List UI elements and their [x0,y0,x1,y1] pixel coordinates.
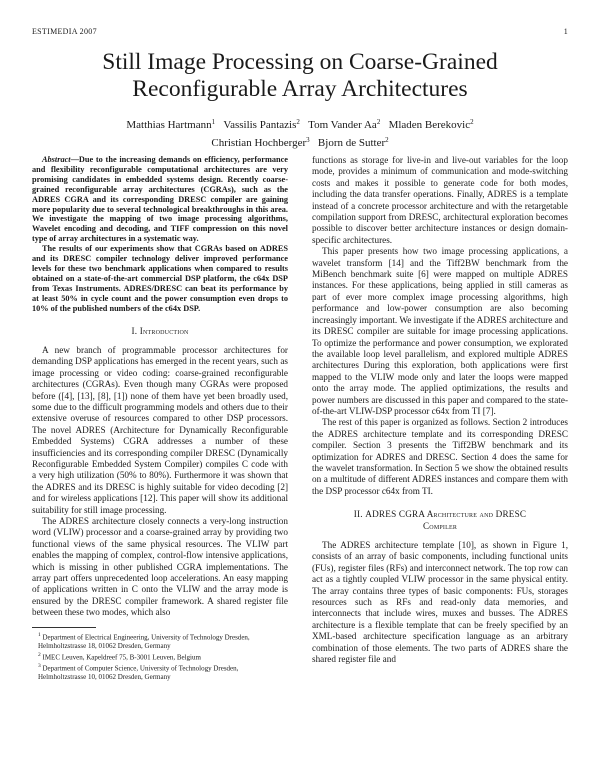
footnote-text: Department of Electrical Engineering, University of Technology Dresden, Helmholtzstrasse 18, 01062 Dresden, Germany [38,632,250,650]
author-affiliation-mark: 2 [470,118,474,126]
abstract [32,155,288,314]
footnote-text: Department of Computer Science, University of Technology Dresden, Helmholtzstrasse 10, 01062 Dresden, Germany [38,664,239,681]
footnote-mark: 1 [38,631,41,638]
footnote [32,631,288,651]
section-title: ADRES CGRA Architecture and DRESC [365,509,527,520]
author-name: Tom Vander Aa [308,119,377,131]
footnote-mark: 3 [38,662,41,669]
introduction-body-continued [312,155,568,497]
author-affiliation-mark: 2 [376,118,381,126]
body-paragraph: The ADRES architecture closely connects a very-long instruction word (VLIW) processor and a coarse-grained array by providing two functional views of the same physical resources. The VLIW part enables the mapping of complex, control-flow intensive applications, which is missing in other published CGRA implementations. The array part offers unprecedented loop accelerations. An easy mapping of applications written in C onto the VLIW and the array mode is ensured by the DRESC compiler framework. A shared register file between these two modes, which also [32,516,288,618]
body-paragraph: functions as storage for live-in and live-out variables for the loop mode, provides a minimum of communication and mode-switching costs and makes it possible to generate code for both modes, including the data transfer operations. Finally, ADRES is a template instead of a concrete processor architecture and with the retargetable compilation support from DRESC, architectural exploration becomes possible to discover better architecture instances or design domain-specific architectures. [312,155,568,245]
abstract-paragraph-1 [32,155,288,244]
author-name: Matthias Hartmann [126,119,212,131]
section-title-continued: Compiler [422,520,458,531]
body-paragraph: The ADRES architecture template [10], as shown in Figure 1, consists of an array of basic components, including functional units (FUs), register files (RFs) and interconnect network. The top row can act as a tightly coupled VLIW processor in the same physical entity. The array contains three types of basic components: FUs, storages resources such as RFs and read-only data memories, and interconnects that include wires, muxes and busses. The ADRES architecture is a flexible template that can be freely specified by an XML-based architecture specification language as an arbitrary combination of those elements. The two parts of ADRES share the shared register file and [312,540,568,665]
section-number: I. [131,325,138,336]
footnote [32,662,288,682]
title-line-1: Still Image Processing on Coarse-Grained [102,49,498,75]
author-affiliation-mark: 2 [296,118,300,126]
adres-section-body [312,540,568,665]
author-affiliation-mark: 3 [306,136,310,144]
footnote [32,651,288,662]
body-paragraph: A new branch of programmable processor architectures for demanding DSP applications has emerged in the recent years, such as image processing or video coding: coarse-grained reconfigurable architectures (CGRAs). Even though many CGRAs were proposed before ([4], [13], [8], [1]) none of them have yet been broadly used, some due to the difficult programming models and others due to their extensive overuse of resources compared to other DSP processors. The novel ADRES (Architecture for Dynamically Reconfigurable Embedded Systems) CGRA addresses a number of these insufficiencies and its corresponding compiler DRESC (Dynamically Reconfigurable Embedded System Compiler) compiles C code with a very high utilization (50% to 80%). Furthermore it was shown that the ADRES and its DRESC is highly suitable for video decoding [2] and for wireless applications [12]. This paper will show its additional suitability for still image processing. [32,344,288,515]
author-affiliation-mark: 2 [385,136,389,144]
author-name: Christian Hochberger [211,137,307,149]
author-name: Mladen Berekovic [388,119,471,131]
author-list [40,116,560,152]
section-heading-introduction [32,326,288,337]
body-paragraph: The rest of this paper is organized as follows. Section 2 introduces the ADRES architecture template and its corresponding DRESC compiler. Section 3 presents the Tiff2BW benchmark and its optimization for ADRES and DRESC. Section 4 does the same for the wavelet transformation. In Section 5 we show the obtained results on a multitude of different ADRES instances and compare them with the DSP processor c64x from TI. [312,417,568,496]
abstract-label: Abstract [42,155,71,164]
footnote-mark: 2 [38,651,41,658]
left-column [32,155,288,682]
section-number: II. [353,509,363,520]
right-column [312,155,568,665]
author-line-1 [40,116,560,134]
author-affiliation-mark: 1 [211,118,216,126]
section-title: Introduction [139,325,189,336]
author-name: Bjorn de Sutter [317,137,386,149]
introduction-body [32,345,288,619]
author-line-2 [40,134,560,152]
author-name: Vassilis Pantazis [223,119,297,131]
paper-title [40,49,560,103]
page-number: 1 [563,27,568,36]
body-paragraph: This paper presents how two image processing applications, a wavelet transform [14] and the Tiff2BW benchmark from the MiBench benchmark suite [6] were mapped on multiple ADRES instances. For these applications, being applied in still cameras as part of ever more complex image processing algorithms, high performance and low-power consumption are also becoming increasingly important. We investigate if the ADRES architecture and its DRESC compiler are suitable for image processing applications. To optimize the performance and power consumption, we explorated the available loop level parallelism, and explored multiple ADRES architectures During this exploration, both applications were first mapped to the VLIW mode only and later the loops were mapped onto the array mode. The applied optimizations, the results and power numbers are discussed in this paper and compared to the state-of-the-art VLIW-DSP processor c64x from TI [7]. [312,246,569,416]
section-heading-adres [312,509,568,532]
footnote-text: IMEC Leuven, Kapeldreef 75, B-3001 Leuven, Belgium [42,652,201,661]
footnotes [32,631,288,682]
footnote-divider [32,627,96,628]
conference-name: ESTIMEDIA 2007 [32,27,97,36]
abstract-paragraph-2: The results of our experiments show that CGRAs based on ADRES and its DRESC compiler technology deliver improved performance levels for these two benchmark applications when compared to results obtained on a state-of-the-art commercial DSP platform, the c64x DSP from Texas Instruments. ADRES/DRESC can beat its performance by at least 50% in cycle count and the power consumption even drops to 10% of the published numbers of the c64x DSP. [32,244,288,313]
title-line-2: Reconfigurable Array Architectures [132,76,468,102]
abstract-text: —Due to the increasing demands on efficiency, performance and flexibility reconfigurable computational architectures are very promising candidates in embedded systems design. Recently coarse-grained reconfigurable array architectures (CGRAs), such as the ADRES CGRA and its corresponding DRESC compiler are gaining more popularity due to several technological breakthroughs in this area. We investigate the mapping of two image processing algorithms, Wavelet encoding and decoding, and TIFF compression on this novel type of array architectures in a systematic way. [32,155,288,244]
